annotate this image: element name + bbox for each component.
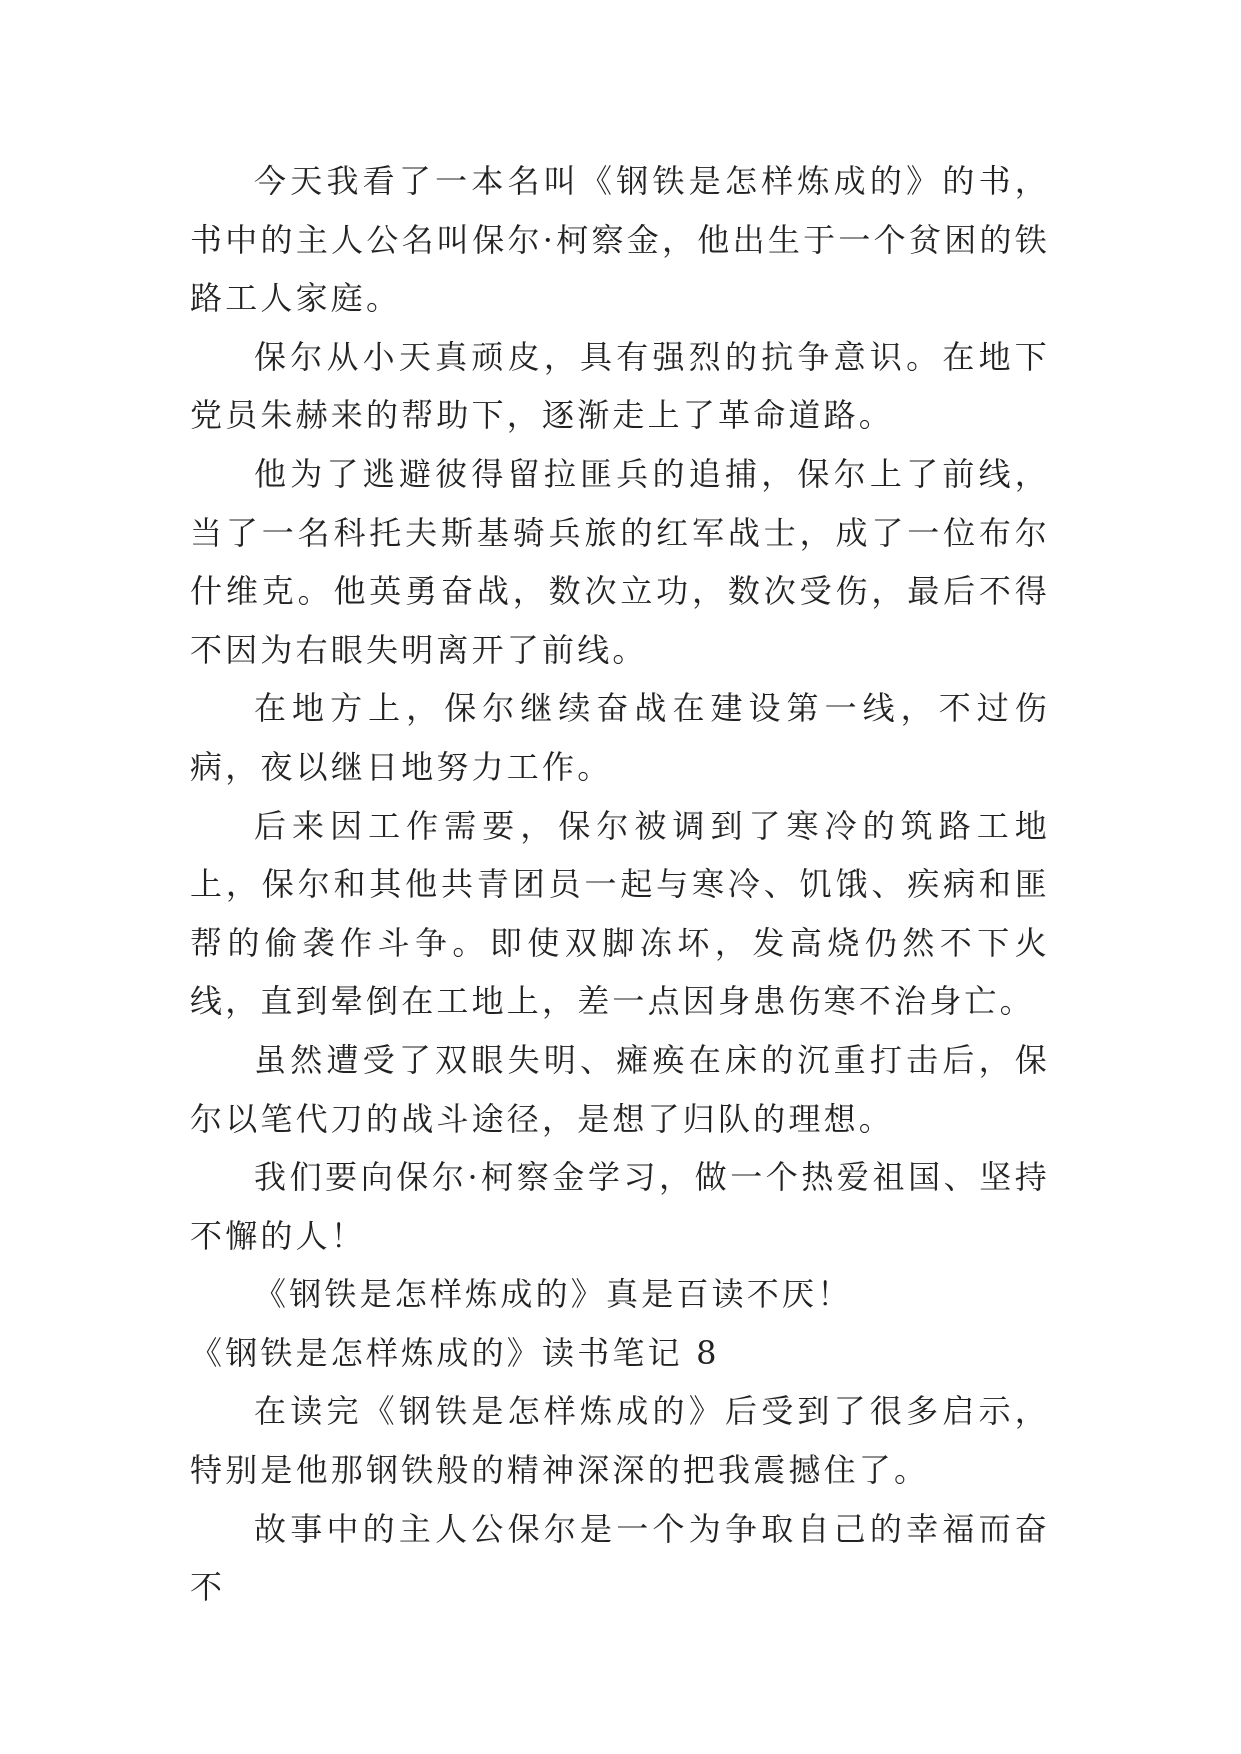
paragraph: 保尔从小天真顽皮，具有强烈的抗争意识。在地下党员朱赫来的帮助下，逐渐走上了革命道路。 [190, 337, 1050, 435]
section-heading: 《钢铁是怎样炼成的》读书笔记 8 [190, 1333, 720, 1372]
paragraph: 虽然遭受了双眼失明、瘫痪在床的沉重打击后，保尔以笔代刀的战斗途径，是想了归队的理想。 [190, 1040, 1050, 1138]
paragraph: 他为了逃避彼得留拉匪兵的追捕，保尔上了前线，当了一名科托夫斯基骑兵旅的红军战士，成了一位布尔什维克。他英勇奋战，数次立功，数次受伤，最后不得不因为右眼失明离开了前线。 [190, 454, 1050, 669]
closing-line: 《钢铁是怎样炼成的》真是百读不厌！ [254, 1275, 853, 1314]
paragraph: 在读完《钢铁是怎样炼成的》后受到了很多启示，特别是他那钢铁般的精神深深的把我震撼住了。 [190, 1392, 1050, 1490]
document-body [190, 152, 1050, 1617]
paragraph: 故事中的主人公保尔是一个为争取自己的幸福而奋不 [190, 1509, 1050, 1607]
paragraph: 后来因工作需要，保尔被调到了寒冷的筑路工地上，保尔和其他共青团员一起与寒冷、饥饿、疾病和匪帮的偷袭作斗争。即使双脚冻坏，发高烧仍然不下火线，直到晕倒在工地上，差一点因身患伤寒不治身亡。 [190, 806, 1050, 1021]
paragraph: 在地方上，保尔继续奋战在建设第一线，不过伤病，夜以继日地努力工作。 [190, 689, 1050, 786]
paragraph: 今天我看了一本名叫《钢铁是怎样炼成的》的书，书中的主人公名叫保尔·柯察金，他出生于一个贫困的铁路工人家庭。 [190, 162, 1050, 318]
paragraph: 我们要向保尔·柯察金学习，做一个热爱祖国、坚持不懈的人！ [190, 1158, 1050, 1255]
